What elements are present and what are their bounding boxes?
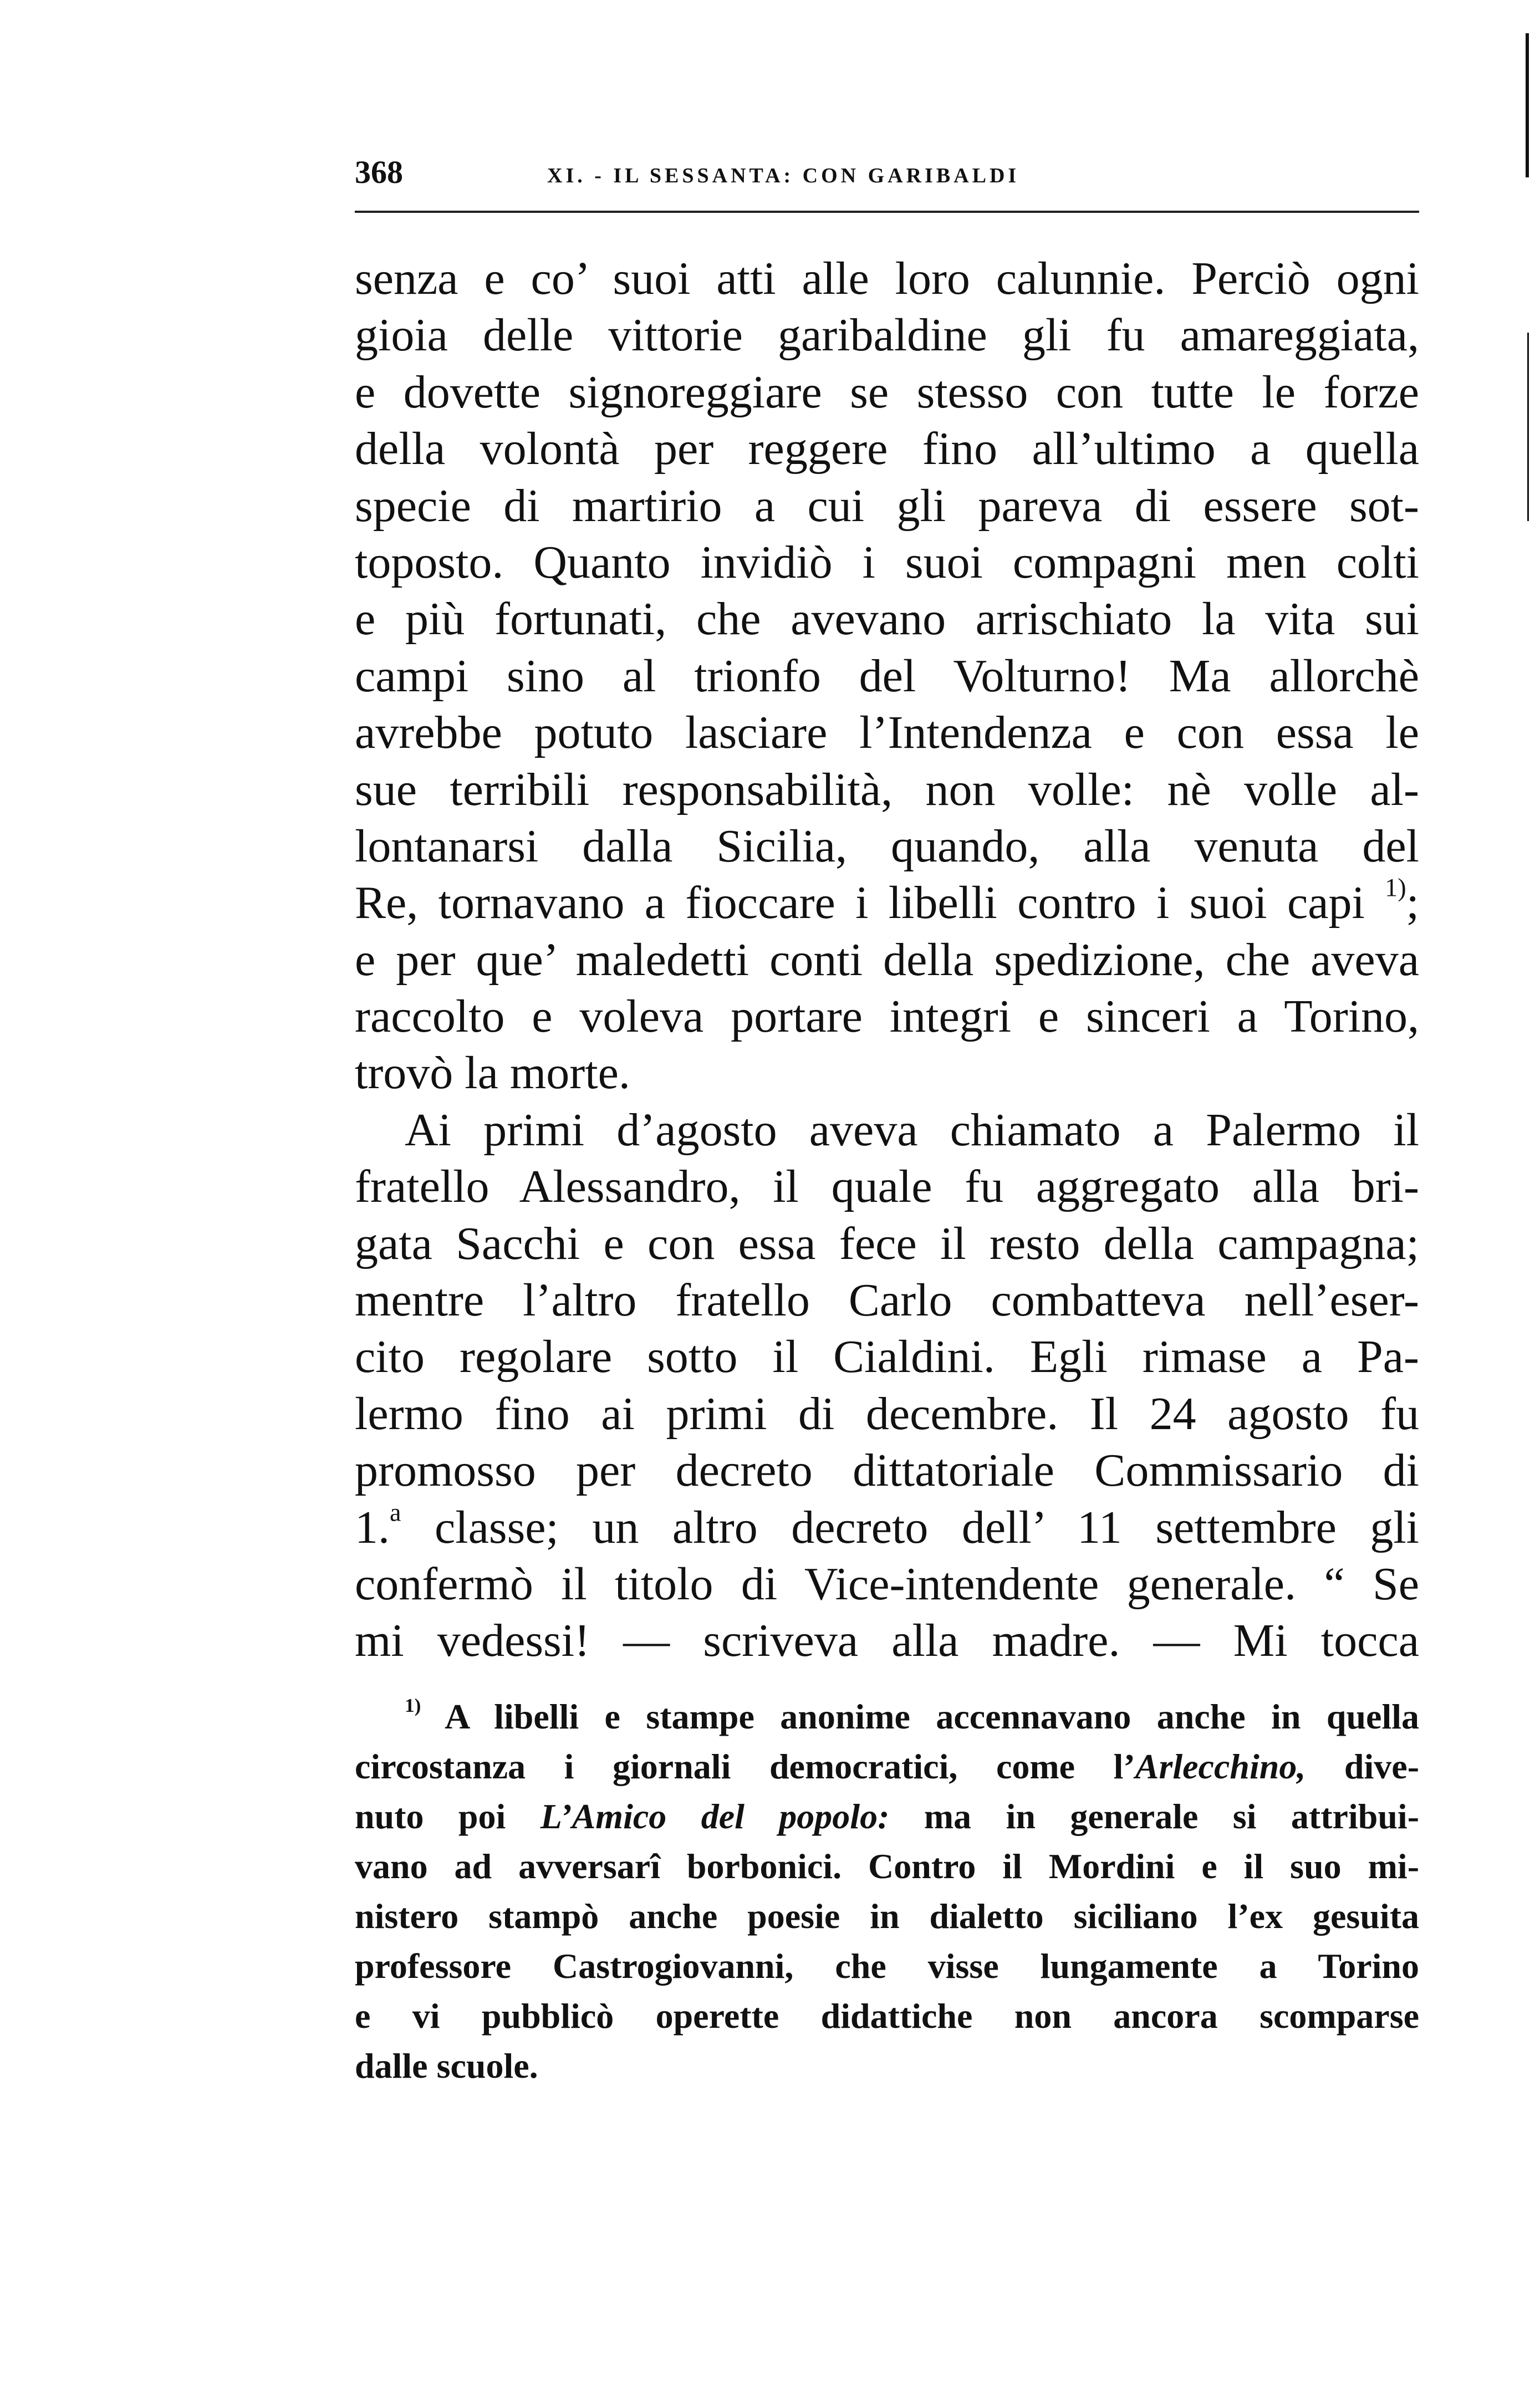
body-line: mentre l’altro fratello Carlo combatteva nell’eser- xyxy=(355,1274,1419,1327)
body-line: gata Sacchi e con essa fece il resto della campagna; xyxy=(355,1217,1419,1269)
body-line: della volontà per reggere fino all’ultimo a quella xyxy=(355,423,1419,475)
footnote-text: ma in generale si attribui- xyxy=(889,1796,1420,1836)
scan-edge-mark xyxy=(1527,333,1529,521)
body-line-with-ordinal xyxy=(355,1500,1419,1556)
footnote-text: circostanza i giornali democratici, come l’ xyxy=(355,1746,1135,1786)
footnote-line: nistero stampò anche poesie in dialetto siciliano l’ex gesuita xyxy=(355,1896,1419,1936)
running-title: XI. - IL SESSANTA: CON GARIBALDI xyxy=(547,164,1020,187)
body-text xyxy=(355,251,1419,1670)
running-head xyxy=(355,128,1419,188)
book-page xyxy=(355,128,1419,2289)
footnote-reference: 1) xyxy=(1385,874,1406,902)
body-line: campi sino al trionfo del Volturno! Ma allorchè xyxy=(355,650,1419,702)
footnote-line xyxy=(355,1792,1419,1842)
body-line-with-footnote-ref xyxy=(355,875,1419,931)
body-line: sue terribili responsabilità, non volle: nè volle al- xyxy=(355,763,1419,815)
header-rule xyxy=(355,211,1419,213)
body-line-text: Re, tornavano a fioccare i libelli contro i suoi capi xyxy=(355,877,1365,929)
footnote-marker: 1) xyxy=(405,1694,421,1716)
body-line: gioia delle vittorie garibaldine gli fu amareggiata, xyxy=(355,309,1419,361)
scan-edge-mark xyxy=(1526,33,1529,177)
footnote-line: vano ad avversarî borbonici. Contro il Mordini e il suo mi- xyxy=(355,1846,1419,1886)
body-line: lontanarsi dalla Sicilia, quando, alla venuta del xyxy=(355,820,1419,872)
footnote-line: dalle scuole. xyxy=(355,2046,538,2085)
footnote-ref-tail: ; xyxy=(1406,877,1419,929)
body-line: fratello Alessandro, il quale fu aggregato alla bri- xyxy=(355,1161,1419,1213)
body-line-text: classe; un altro decreto dell’ 11 settembre gli xyxy=(434,1501,1420,1553)
footnote-text: nuto poi xyxy=(355,1796,540,1836)
footnote-italic-title: Arlecchino, xyxy=(1135,1746,1306,1786)
footnote-line xyxy=(355,1742,1419,1792)
footnote-line: e vi pubblicò operette didattiche non ancora scomparse xyxy=(355,1996,1419,2036)
body-line: senza e co’ suoi atti alle loro calunnie. Perciò ogni xyxy=(355,253,1419,304)
body-line: e più fortunati, che avevano arrischiato la vita sui xyxy=(355,593,1419,645)
body-line: lermo fino ai primi di decembre. Il 24 agosto fu xyxy=(355,1388,1419,1440)
body-line: e per que’ maledetti conti della spedizione, che aveva xyxy=(355,934,1419,986)
body-line: cito regolare sotto il Cialdini. Egli rimase a Pa- xyxy=(355,1331,1419,1383)
footnote-line: professore Castrogiovanni, che visse lungamente a Torino xyxy=(355,1946,1419,1986)
body-line: confermò il titolo di Vice-intendente generale. “ Se xyxy=(355,1558,1419,1610)
footnote-line xyxy=(355,1692,1419,1742)
footnote-text: dive- xyxy=(1306,1746,1420,1786)
body-line-paragraph-start: Ai primi d’agosto aveva chiamato a Palermo il xyxy=(405,1104,1419,1156)
body-line: raccolto e voleva portare integri e sinceri a Torino, xyxy=(355,991,1419,1043)
body-line: toposto. Quanto invidiò i suoi compagni men colti xyxy=(355,536,1419,588)
footnote-text: A libelli e stampe anonime accennavano anche in quella xyxy=(445,1696,1420,1736)
body-line: specie di martirio a cui gli pareva di essere sot- xyxy=(355,480,1419,532)
page-number: 368 xyxy=(355,154,403,190)
footnote-italic-title: L’Amico del popolo: xyxy=(540,1796,890,1836)
ordinal-prefix: 1. xyxy=(355,1501,390,1553)
body-line: trovò la morte. xyxy=(355,1047,630,1099)
ordinal-superscript: a xyxy=(390,1498,401,1527)
body-line: avrebbe potuto lasciare l’Intendenza e con essa le xyxy=(355,707,1419,759)
body-line: mi vedessi! — scriveva alla madre. — Mi tocca xyxy=(355,1615,1419,1667)
footnotes xyxy=(355,1692,1419,2091)
body-line: e dovette signoreggiare se stesso con tutte le forze xyxy=(355,366,1419,418)
body-line: promosso per decreto dittatoriale Commissario di xyxy=(355,1445,1419,1497)
